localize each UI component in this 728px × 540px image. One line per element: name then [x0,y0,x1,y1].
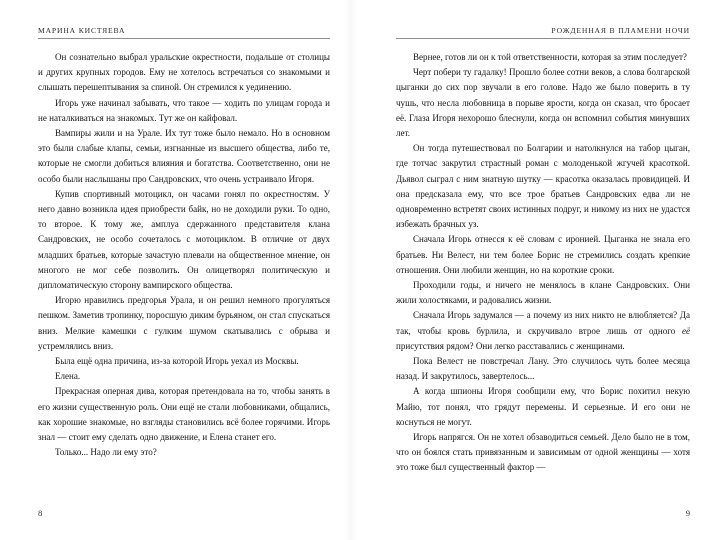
right-page-number: 9 [685,508,690,518]
paragraph: Сначала Игорь задумался — а почему из них никто не влюбляется? Да так, чтобы кровь бурлила, и скручивало втрое лишь от одного её присутствия рядом? Они легко расставались с женщинами. [396,310,690,351]
right-page-body-text [396,50,690,476]
paragraph: Вампиры жили и на Урале. Их тут тоже было немало. Но в основном это были слабые клапы, семьи, изгнанные из высшего общества, либо те, которые не смогли добиться влияния и богатства. Соответственно, они не особо были наслышаны про Сандровских, что очень устраивало Игоря. [38,128,330,184]
paragraph: Игорь напрягся. Он не хотел обзаводиться семьей. Дело было не в том, что он боялся стать привязанным и зависимым от одной женщины — хотя это тоже был существенный фактор — [396,432,690,473]
left-running-head-rule [38,38,330,39]
paragraph: Вернее, готов ли он к той ответственности, которая за этим последует? [413,52,687,62]
left-page-content [38,26,330,518]
right-page-content [396,26,690,518]
paragraph: Игорь уже начинал забывать, что такое — ходить по улицам города и не наталкиваться на знакомых. Тут же он кайфовал. [38,97,330,123]
paragraph: Проходили годы, и ничего не менялось в клане Сандровских. Они жили холостяками, и радовались жизни. [396,280,690,306]
paragraph: Игорю нравились предгорья Урала, и он решил немного прогуляться пешком. Заметив тропинку, поросшую диким бурьяном, он стал спускаться вниз. Мелкие камешки с гулким шумом скатывались с обрыва и устремлялись вниз. [38,295,330,351]
paragraph: Он сознательно выбрал уральские окрестности, подальше от столицы и других крупных городов. Ему не хотелось встречаться со знакомыми и слышать перешептывания за спиной. Он стремился к уединению. [38,52,330,93]
left-page-body-text [38,50,330,460]
paragraph: Елена. [55,371,81,382]
paragraph: Он тогда путешествовал по Болгарии и натолкнулся на табор цыган, где тотчас закрутил страстный роман с молоденькой жгучей красоткой. Дьявол сыграл с ним знатную шутку — красотка оказалась провидицей. И она предсказала ему, что все трое братьев Сандровских едва ли не одновременно встретят своих истинных подруг, и никому из них не удастся избежать брачных уз. [396,143,690,230]
left-running-head: МАРИНА КИСТЯЕВА [38,26,126,35]
left-page-number: 8 [38,508,43,518]
paragraph: Пока Велест не повстречал Лану. Это случилось чуть более месяца назад. И закрутилось, завертелось... [396,356,690,382]
paragraph: Прекрасная оперная дива, которая претендовала на то, чтобы занять в его жизни существенную роль. Они ещё не стали любовниками, общались, как хорошие знакомые, но взгляды становились всё более горячими. Игорь знал — стоит ему сделать одно движение, и Елена станет его. [38,386,330,443]
paragraph: Была ещё одна причина, из-за которой Игорь уехал из Москвы. [55,356,299,367]
paragraph: Купив спортивный мотоцикл, он часами гонял по окрестностям. У него давно возникла идея приобрести байк, но не доходили руки. То одно, то второе. К тому же, амплуа сдержанного представителя клана Сандровских, не особо сочеталось с мотоциклом. В отличие от двух младших братьев, которые зачастую плевали на общественное мнение, он многого не мог себе позволить. Он олицетворял политическую и дипломатическую сторону вампирского общества. [38,188,330,291]
paragraph: Черт побери ту гадалку! Прошло более сотни веков, а слова болгарской цыганки до сих пор звучали в его голове. Надо же было поверить в ту чушь, что несла любовница в порыве ярости, когда он сказал, что бросает её. Глаза Игоря нехорошо блеснули, когда он вспомнил события минувших лет. [396,67,690,139]
paragraph: А когда шпионы Игоря сообщили ему, что Борис похитил некую Майю, тот понял, что грядут перемены. И серьезные. И его они не коснуться не могут. [396,386,690,427]
emphasis-text: её [681,325,690,336]
paragraph: Только... Надо ли ему это? [55,447,157,458]
right-running-head: РОЖДЕННАЯ В ПЛАМЕНИ НОЧИ [551,26,690,35]
right-page [364,0,728,540]
paragraph: Сначала Игорь отнесся к её словам с иронией. Цыганка не знала его братьев. Ни Велест, ни тем более Борис не стремились создать крепкие отношения. Они любили женщин, но на короткие сроки. [396,234,690,275]
right-running-head-rule [396,38,690,39]
